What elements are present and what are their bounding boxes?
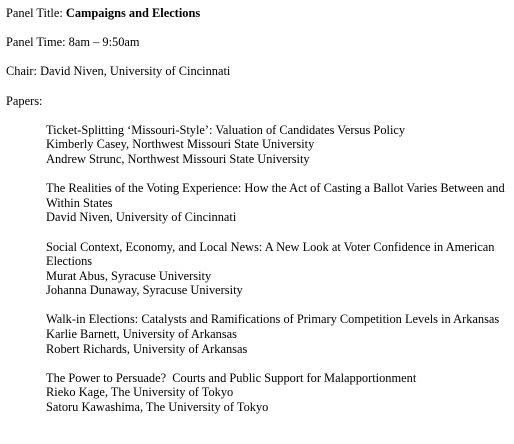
panel-chair-value: David Niven, University of Cincinnati bbox=[40, 64, 231, 79]
paper-item bbox=[46, 371, 512, 415]
paper-author: Satoru Kawashima, The University of Tokyo bbox=[46, 400, 269, 415]
panel-title-value: Campaigns and Elections bbox=[65, 6, 201, 20]
panel-time-label: Panel Time: bbox=[6, 35, 69, 50]
paper-item bbox=[46, 240, 512, 298]
panel-title-label: Panel Title: bbox=[6, 6, 66, 20]
paper-author: Karlie Barnett, University of Arkansas bbox=[46, 327, 237, 342]
paper-title: The Realities of the Voting Experience: How the Act of Casting a Ballot Varies Between and Within States bbox=[46, 181, 505, 210]
paper-author: Rieko Kage, The University of Tokyo bbox=[46, 385, 234, 400]
paper-author: Murat Abus, Syracuse University bbox=[46, 268, 212, 283]
paper-title: The Power to Persuade? Courts and Public Support for Malapportionment bbox=[46, 370, 417, 385]
paper-title: Walk-in Elections: Catalysts and Ramifications of Primary Competition Levels in Arkansas bbox=[46, 312, 500, 327]
panel-chair-line bbox=[6, 64, 512, 79]
paper-author: Andrew Strunc, Northwest Missouri State University bbox=[46, 151, 310, 166]
panel-time-line bbox=[6, 35, 512, 50]
paper-item bbox=[46, 312, 512, 356]
paper-title: Social Context, Economy, and Local News: A New Look at Voter Confidence in American Elections bbox=[46, 239, 495, 269]
papers-heading: Papers: bbox=[6, 93, 43, 108]
panel-chair-label: Chair: bbox=[6, 64, 41, 79]
paper-author: Johanna Dunaway, Syracuse University bbox=[46, 283, 243, 298]
paper-author: Robert Richards, University of Arkansas bbox=[46, 341, 248, 356]
document-page bbox=[6, 6, 512, 415]
paper-title: Ticket-Splitting ‘Missouri-Style’: Valuation of Candidates Versus Policy bbox=[46, 122, 406, 137]
paper-author: David Niven, University of Cincinnati bbox=[46, 210, 237, 225]
paper-item bbox=[46, 181, 512, 225]
panel-title-line bbox=[6, 6, 512, 21]
panel-time-value: 8am – 9:50am bbox=[68, 35, 140, 50]
paper-author: Kimberly Casey, Northwest Missouri State University bbox=[46, 137, 315, 152]
paper-item bbox=[46, 123, 512, 167]
papers-list bbox=[6, 123, 512, 415]
